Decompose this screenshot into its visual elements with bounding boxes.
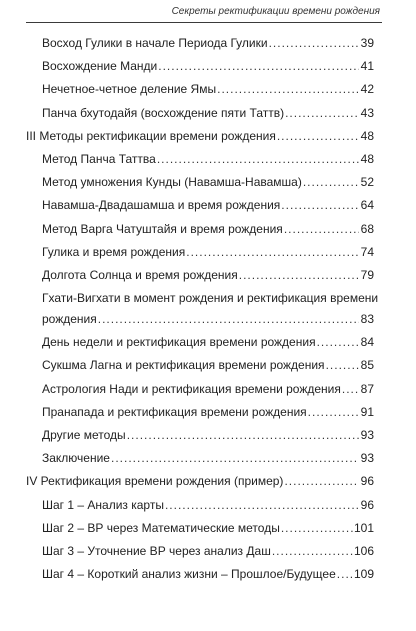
toc-entry-page: 48 [360,151,374,166]
running-header: Секреты ректификации времени рождения [171,6,380,17]
dot-leader [186,245,359,260]
toc-entry-title: День недели и ректификация времени рождения [42,335,316,350]
toc-entry-title-line2: рождения [42,312,97,327]
dot-leader [272,544,353,559]
table-of-contents [26,36,379,590]
toc-entry-page: 101 [353,520,374,535]
toc-entry-page: 109 [353,567,374,582]
dot-leader [284,474,359,489]
dot-leader [127,428,359,443]
toc-entry-page: 85 [360,358,374,373]
toc-entry-title: Гулика и время рождения [42,244,186,259]
toc-entry-title: Шаг 1 – Анализ карты [42,497,164,512]
toc-entry[interactable] [26,428,374,443]
toc-entry-title: Шаг 2 – ВР через Математические методы [42,520,280,535]
toc-entry[interactable] [26,544,374,559]
toc-entry-page: 84 [360,335,374,350]
toc-entry[interactable] [26,152,374,167]
toc-entry-page: 42 [360,82,374,97]
toc-entry-title: Пранапада и ректификация времени рождения [42,404,307,419]
dot-leader [158,59,359,74]
toc-section-entry[interactable] [26,129,374,144]
dot-leader [281,198,359,213]
toc-section-entry[interactable] [26,474,374,489]
toc-entry[interactable] [26,521,374,536]
toc-entry-page: 106 [353,543,374,558]
toc-entry[interactable] [26,59,374,74]
dot-leader [98,312,359,327]
toc-entry[interactable] [26,245,374,260]
toc-entry-title: Заключение [42,451,110,466]
toc-entry-page: 68 [360,221,374,236]
toc-entry-title: Другие методы [42,428,126,442]
toc-entry[interactable] [26,291,379,327]
toc-entry-title: III Методы ректификации времени рождения [26,128,276,143]
toc-entry[interactable] [26,498,374,513]
toc-entry-page: 52 [360,175,374,190]
dot-leader [308,405,359,420]
dot-leader [303,175,359,190]
toc-entry[interactable] [26,405,374,420]
toc-entry[interactable] [26,36,374,51]
dot-leader [342,382,359,397]
dot-leader [317,335,359,350]
toc-entry-page: 41 [360,59,374,74]
toc-entry-page: 79 [360,267,374,282]
dot-leader [157,152,359,167]
toc-entry-page: 64 [360,198,374,213]
toc-entry-page: 83 [360,312,374,327]
toc-entry[interactable] [26,358,374,373]
toc-entry-page: 48 [360,128,374,143]
dot-leader [111,451,359,466]
toc-entry-title: Навамша-Двадашамша и время рождения [42,198,281,213]
toc-entry-title: Метод Панча Таттва [42,151,156,166]
toc-entry-page: 93 [360,428,374,442]
dot-leader [281,521,353,536]
toc-entry-title: Сукшма Лагна и ректификация времени рождения [42,358,325,373]
toc-entry-title: Шаг 3 – Уточнение ВР через анализ Даш [42,543,271,558]
toc-entry-page: 93 [360,451,374,466]
toc-entry-page: 43 [360,105,374,120]
toc-entry-title: Метод умножения Кунды (Навамша-Навамша) [42,175,302,190]
toc-entry-title: Восход Гулики в начале Периода Гулики [42,36,268,50]
toc-entry[interactable] [26,382,374,397]
toc-entry[interactable] [26,451,374,466]
toc-entry-title: Долгота Солнца и время рождения [42,267,238,282]
toc-entry-page: 87 [360,381,374,396]
dot-leader [239,268,359,283]
toc-entry-title-line1: Гхати-Вигхати в момент рождения и ректификация времени [42,291,379,306]
toc-entry-page: 91 [360,404,374,419]
toc-entry[interactable] [26,567,374,582]
toc-entry-page: 39 [360,36,374,50]
toc-entry-title: Шаг 4 – Короткий анализ жизни – Прошлое/Будущее [42,567,336,582]
dot-leader [217,82,359,97]
toc-entry[interactable] [26,222,374,237]
dot-leader [337,567,353,582]
header-divider [26,22,382,23]
toc-entry-title: Метод Варга Чатуштайя и время рождения [42,221,283,236]
toc-entry-page: 74 [360,244,374,259]
toc-entry-title: Панча бхутодайя (восхождение пяти Таттв) [42,105,285,120]
toc-entry-title: Астрология Нади и ректификация времени рождения [42,381,341,396]
toc-entry-page: 96 [360,474,374,489]
toc-entry-title: IV Ректификация времени рождения (пример) [26,474,284,489]
toc-entry[interactable] [26,82,374,97]
toc-entry[interactable] [26,198,374,213]
dot-leader [277,129,359,144]
toc-entry[interactable] [26,268,374,283]
toc-entry-title: Восхождение Манди [42,59,158,74]
toc-entry[interactable] [26,335,374,350]
dot-leader [326,358,359,373]
toc-entry[interactable] [26,175,374,190]
toc-entry[interactable] [26,106,374,121]
dot-leader [269,36,359,51]
dot-leader [165,498,359,513]
dot-leader [284,222,359,237]
dot-leader [285,106,359,121]
toc-entry-title: Нечетное-четное деление Ямы [42,82,217,97]
toc-entry-page: 96 [360,497,374,512]
